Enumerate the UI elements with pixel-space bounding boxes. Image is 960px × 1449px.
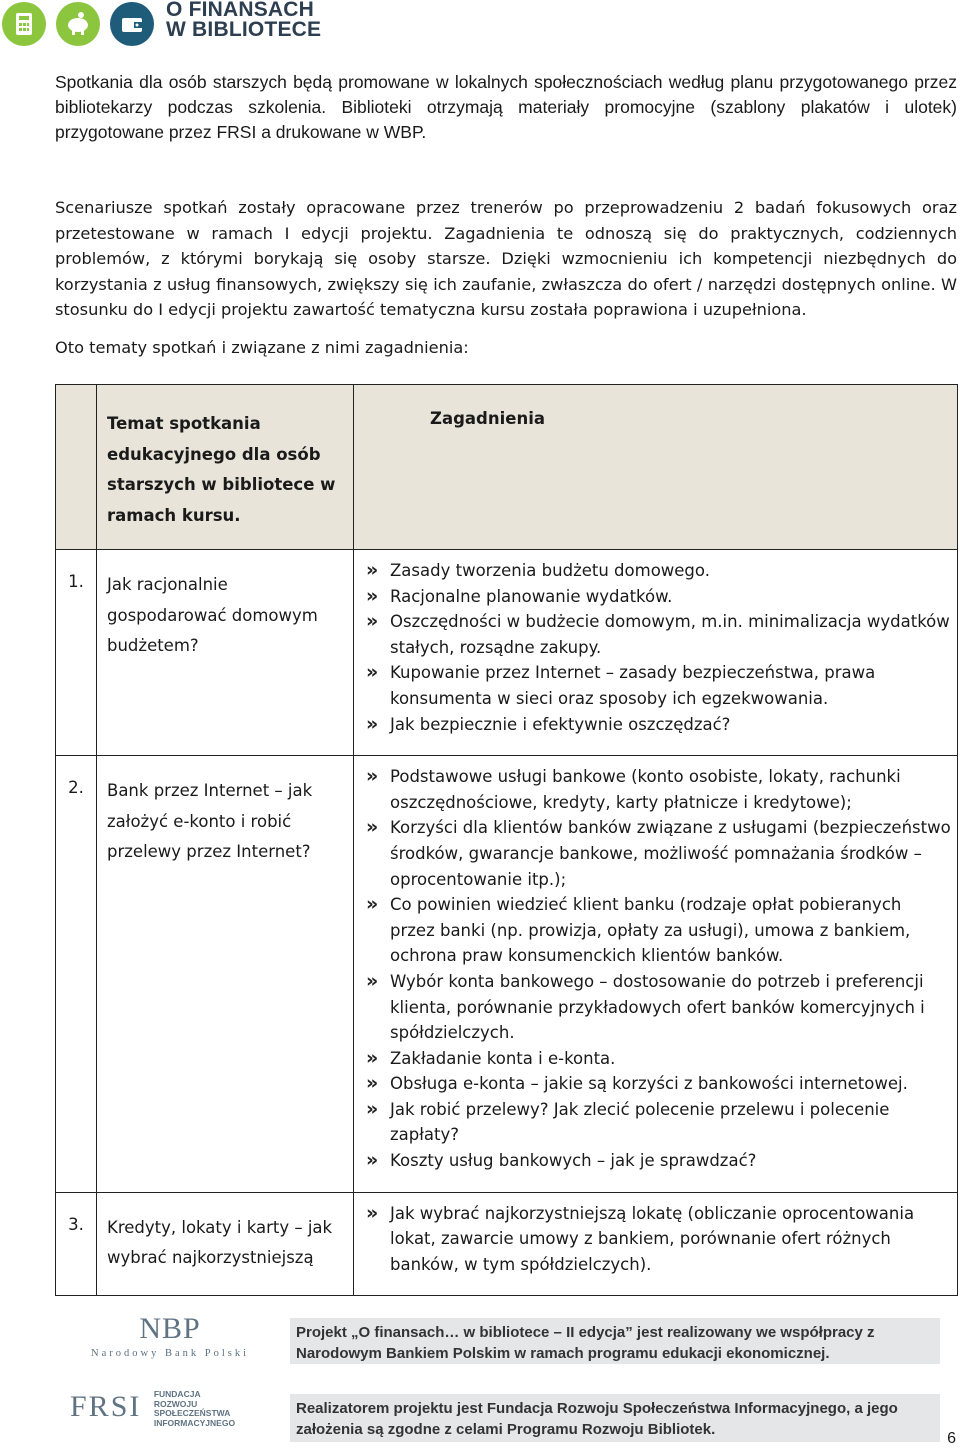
- paragraph-promotion: Spotkania dla osób starszych będą promowane w lokalnych społecznościach według planu przygotowanego przez bibliotekarzy podczas szkolenia. Biblioteki otrzymają materiały promocyjne (szablony plakatów i ulotek) przygotowane przez FRSI a drukowane w WBP.: [55, 72, 957, 142]
- issue-text: Koszty usług bankowych – jak je sprawdzać?: [390, 1151, 757, 1171]
- header: [0, 0, 330, 48]
- row-topic-text: Jak racjonalnie gospodarować domowym budżetem?: [107, 575, 318, 655]
- topics-table: [55, 384, 958, 1296]
- list-item: [366, 892, 951, 969]
- row-issues: [354, 756, 958, 1193]
- issue-text: Wybór konta bankowego – dostosowanie do potrzeb i preferencji klienta, porównanie przykładowych ofert banków komercyjnych i spółdzielczych.: [390, 971, 925, 1043]
- issue-text: Podstawowe usługi bankowe (konto osobiste, lokaty, rachunki oszczędnościowe, kredyty, karty płatnicze i kredytowe);: [390, 767, 901, 812]
- header-issues-label: Zagadnienia: [430, 409, 545, 428]
- chevron-bullet-icon: »: [366, 893, 379, 916]
- list-item: [366, 609, 951, 660]
- list-item: [366, 584, 951, 610]
- issue-text: Co powinien wiedzieć klient banku (rodzaje opłat pobieranych przez banki (np. prowizja, opłaty za usługi), umowa z bankiem, ochrona praw konsumenckich klientów banków.: [390, 895, 911, 966]
- nbp-logo-mark: NBP: [139, 1312, 201, 1345]
- issue-text: Korzyści dla klientów banków związane z usługami (bezpieczeństwo środków, gwarancje bankowe, możliwość pomnażania środków – oprocentowanie itp.);: [390, 818, 951, 889]
- chevron-bullet-icon: »: [366, 610, 379, 633]
- nbp-logo: [70, 1312, 270, 1359]
- chevron-bullet-icon: »: [366, 1097, 379, 1120]
- frsi-logo-fullname: [154, 1390, 235, 1428]
- nbp-logo-name: Narodowy Bank Polski: [91, 1348, 249, 1359]
- piggy-bank-icon: [56, 2, 100, 46]
- issue-text: Obsługa e-konta – jakie są korzyści z bankowości internetowej.: [390, 1074, 908, 1094]
- table-row: [56, 550, 958, 756]
- chevron-bullet-icon: »: [366, 661, 379, 684]
- chevron-bullet-icon: »: [366, 969, 379, 992]
- frsi-logo-mark: FRSI: [70, 1390, 142, 1423]
- row-issues: [354, 550, 958, 756]
- footer-organizer-note: Realizatorem projektu jest Fundacja Rozwoju Społeczeństwa Informacyjnego, a jego założenia są zgodne z celami Programu Rozwoju Bibliotek.: [290, 1394, 940, 1442]
- list-item: [366, 660, 951, 711]
- issue-text: Zakładanie konta i e-konta.: [390, 1048, 616, 1068]
- frsi-line: FUNDACJA: [153, 1389, 201, 1399]
- row-topic-text: Bank przez Internet – jak założyć e-konto i robić przelewy przez Internet?: [107, 781, 313, 862]
- issue-text: Kupowanie przez Internet – zasady bezpieczeństwa, prawa konsumenta w sieci oraz sposoby ich egzekwowania.: [390, 663, 876, 708]
- page-number: 6: [947, 1430, 956, 1447]
- issue-text: Jak bezpiecznie i efektywnie oszczędzać?: [390, 714, 731, 734]
- brand-line-1: O FINANSACH: [166, 0, 315, 21]
- row-topic: [97, 550, 354, 756]
- chevron-bullet-icon: »: [366, 816, 379, 839]
- header-number-cell: [56, 385, 97, 550]
- header-topic-cell: [97, 385, 354, 550]
- issue-text: Oszczędności w budżecie domowym, m.in. minimalizacja wydatków stałych, rozsądne zakupy.: [390, 612, 950, 657]
- frsi-line: ROZWOJU: [153, 1398, 198, 1409]
- paragraph-topics-intro: Oto tematy spotkań i związane z nimi zagadnienia:: [55, 338, 469, 357]
- list-item: [366, 1046, 951, 1072]
- list-item: [366, 1097, 951, 1148]
- row-number: 1.: [56, 550, 97, 756]
- issue-text: Jak robić przelewy? Jak zlecić polecenie przelewu i polecenie zapłaty?: [390, 1099, 890, 1145]
- row-number: 2.: [56, 756, 97, 1193]
- header-topic-label: Temat spotkania edukacyjnego dla osób starszych w bibliotece w ramach kursu.: [107, 414, 336, 525]
- frsi-line: SPOŁECZEŃSTWA: [153, 1408, 231, 1418]
- frsi-logo: [70, 1390, 235, 1428]
- brand-logo-text: [166, 0, 321, 40]
- chevron-bullet-icon: »: [366, 1072, 379, 1095]
- issue-text: Jak wybrać najkorzystniejszą lokatę (obliczanie oprocentowania lokat, zawarcie umowy z bankiem, porównanie ofert różnych banków, w tym spółdzielczych).: [390, 1203, 915, 1274]
- row-topic: [97, 756, 354, 1193]
- row-issues: [354, 1192, 958, 1296]
- brand-line-2: W BIBLIOTECE: [166, 18, 322, 41]
- chevron-bullet-icon: »: [366, 584, 379, 607]
- list-item: [366, 558, 951, 584]
- list-item: [366, 969, 951, 1046]
- paragraph-scenarios: Scenariusze spotkań zostały opracowane przez trenerów po przeprowadzeniu 2 badań fokusowych oraz przetestowane w ramach I edycji projektu. Zagadnienia te odnoszą się do praktycznych, codziennych problemów, z którymi borykają się osoby starsze. Dzięki wzmocnieniu ich kompetencji niezbędnych do korzystania z usług finansowych, zwiększy się ich zaufanie, zwłaszcza do ofert / narzędzi dostępnych online. W stosunku do I edycji projektu zawartość tematyczna kursu została poprawiona i uzupełniona.: [55, 198, 957, 319]
- row-number: 3.: [56, 1192, 97, 1296]
- table-row: [56, 756, 958, 1193]
- row-topic: [97, 1192, 354, 1296]
- table-header-row: [56, 385, 958, 550]
- wallet-icon: [110, 2, 154, 46]
- footer-project-note: Projekt „O finansach… w bibliotece – II edycja” jest realizowany we współpracy z Narodowym Bankiem Polskim w ramach programu edukacji ekonomicznej.: [290, 1318, 940, 1364]
- chevron-bullet-icon: »: [366, 1201, 379, 1224]
- calculator-icon: [2, 2, 46, 46]
- list-item: [366, 815, 951, 892]
- list-item: [366, 1148, 951, 1174]
- chevron-bullet-icon: »: [366, 1046, 379, 1069]
- chevron-bullet-icon: »: [366, 1149, 379, 1172]
- list-item: [366, 712, 951, 738]
- row-topic-text: Kredyty, lokaty i karty – jak wybrać najkorzystniejszą: [107, 1217, 333, 1268]
- list-item: [366, 764, 951, 815]
- issue-text: Racjonalne planowanie wydatków.: [390, 586, 673, 606]
- chevron-bullet-icon: »: [366, 765, 379, 788]
- chevron-bullet-icon: »: [366, 712, 379, 735]
- chevron-bullet-icon: »: [366, 559, 379, 581]
- table-row: [56, 1192, 958, 1296]
- header-issues-cell: [354, 385, 958, 550]
- footer: [0, 1300, 960, 1449]
- list-item: [366, 1201, 951, 1278]
- list-item: [366, 1071, 951, 1097]
- frsi-line: INFORMACYJNEGO: [153, 1417, 236, 1428]
- issue-text: Zasady tworzenia budżetu domowego.: [390, 561, 710, 580]
